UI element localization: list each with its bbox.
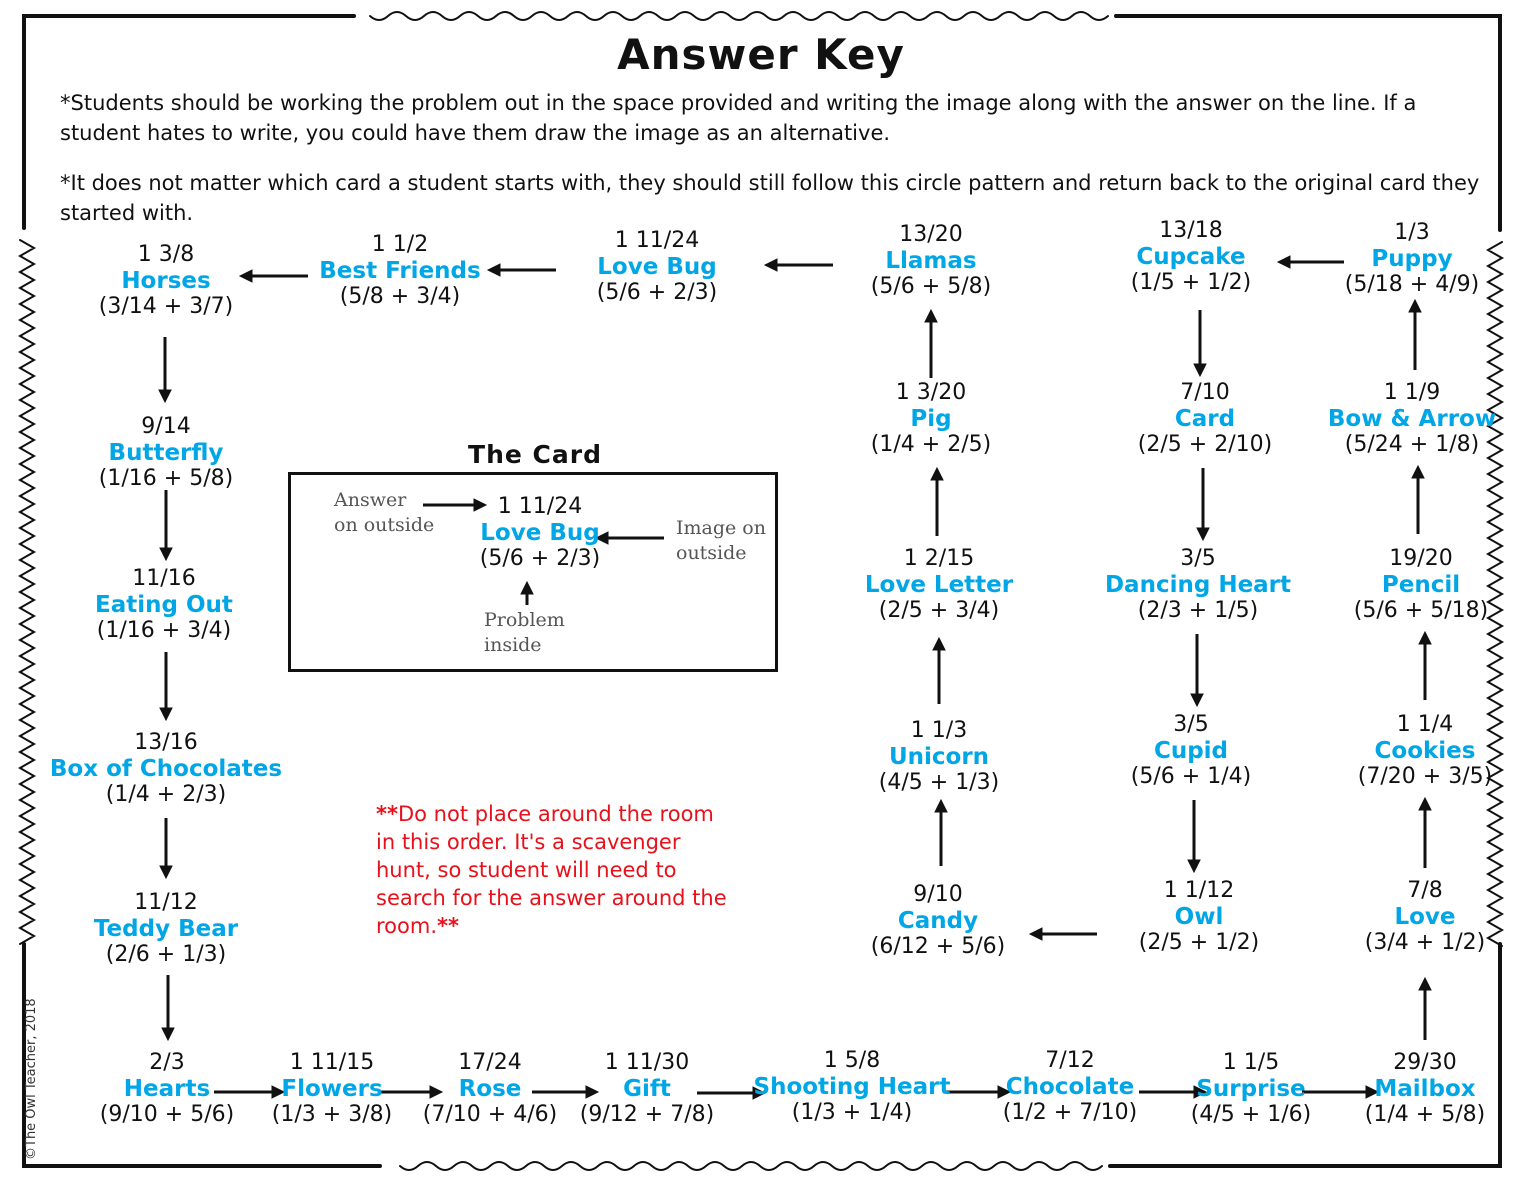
- card-problem: (1/5 + 1/2): [1130, 270, 1252, 295]
- card-problem: (2/5 + 3/4): [878, 598, 1000, 623]
- answer-card: [811, 380, 1051, 458]
- card-problem: (5/6 + 5/8): [870, 274, 992, 299]
- card-problem: (1/16 + 5/8): [98, 466, 234, 491]
- card-answer: 17/24: [458, 1050, 522, 1075]
- card-problem: (1/3 + 1/4): [791, 1100, 913, 1125]
- card-problem: (5/6 + 5/18): [1353, 598, 1489, 623]
- card-image: Love: [1394, 904, 1456, 930]
- arrow-head: [931, 468, 943, 480]
- card-answer: 1 1/2: [371, 232, 429, 257]
- card-answer: 13/16: [134, 730, 198, 755]
- answer-card: [1079, 878, 1319, 956]
- card-answer: 1 11/15: [289, 1050, 375, 1075]
- card-answer: 29/30: [1393, 1050, 1457, 1075]
- answer-card: [44, 566, 284, 644]
- card-image: Pencil: [1381, 572, 1461, 598]
- arrow-head: [160, 708, 172, 720]
- instruction-note-2: *It does not matter which card a student starts with, they should still follow this circle pattern and return back to the original card they started with.: [60, 171, 1480, 225]
- card-answer: 3/5: [1173, 712, 1209, 737]
- answer-card: [1292, 380, 1522, 458]
- answer-card: [527, 1050, 767, 1128]
- arrow-head: [1412, 466, 1424, 478]
- card-problem: (9/10 + 5/6): [99, 1102, 235, 1127]
- answer-card: [819, 546, 1059, 624]
- card-problem: (2/3 + 1/5): [1137, 598, 1259, 623]
- card-answer: 1 11/24: [614, 228, 700, 253]
- card-image: Love Letter: [864, 572, 1014, 598]
- card-problem: (1/4 + 5/8): [1364, 1102, 1486, 1127]
- example-card-title: The Card: [468, 440, 602, 469]
- card-image: Dancing Heart: [1104, 572, 1292, 598]
- card-problem: (2/5 + 2/10): [1137, 432, 1273, 457]
- card-problem: (1/3 + 3/8): [271, 1102, 393, 1127]
- example-problem: (5/6 + 2/3): [479, 546, 601, 571]
- label-image-on-outside: Image on outside: [676, 517, 766, 564]
- card-answer: 7/12: [1045, 1048, 1095, 1073]
- arrow-head: [1419, 632, 1431, 644]
- card-answer: 1 1/12: [1163, 878, 1235, 903]
- card-image: Card: [1174, 406, 1236, 432]
- card-answer: 9/10: [913, 882, 963, 907]
- card-image: Hearts: [123, 1076, 211, 1102]
- example-answer: 1 11/24: [497, 494, 583, 519]
- card-image: Cookies: [1374, 738, 1476, 764]
- answer-card: [1292, 220, 1522, 298]
- answer-card: [46, 890, 286, 968]
- card-answer: 1 3/20: [895, 380, 967, 405]
- card-answer: 13/20: [899, 222, 963, 247]
- card-image: Butterfly: [108, 440, 224, 466]
- answer-card: [1078, 546, 1318, 624]
- warning-note: **Do not place around the room in this order. It's a scavenger hunt, so student will need to search for the answer around the room.**: [376, 802, 727, 938]
- card-image: Owl: [1174, 904, 1224, 930]
- card-answer: 7/8: [1407, 878, 1443, 903]
- card-answer: 1 1/5: [1222, 1050, 1280, 1075]
- arrow-head: [1197, 528, 1209, 540]
- card-image: Bow & Arrow: [1327, 406, 1497, 432]
- card-problem: (2/6 + 1/3): [105, 942, 227, 967]
- arrow-head: [925, 310, 937, 322]
- card-answer: 19/20: [1389, 546, 1453, 571]
- card-answer: 1 1/4: [1396, 712, 1454, 737]
- card-image: Cupcake: [1136, 244, 1246, 270]
- card-image: Mailbox: [1374, 1076, 1476, 1102]
- answer-card: [732, 1048, 972, 1126]
- card-problem: (5/18 + 4/9): [1344, 272, 1480, 297]
- card-image: Unicorn: [888, 744, 990, 770]
- card-problem: (5/8 + 3/4): [339, 284, 461, 309]
- arrow-head: [933, 638, 945, 650]
- arrow-head: [1188, 860, 1200, 872]
- card-answer: 1 11/30: [604, 1050, 690, 1075]
- card-problem: (4/5 + 1/6): [1190, 1102, 1312, 1127]
- card-problem: (7/20 + 3/5): [1357, 764, 1493, 789]
- arrow-head: [1191, 694, 1203, 706]
- copyright: ©The Owl Teacher, 2018: [24, 998, 39, 1160]
- card-answer: 9/14: [141, 414, 191, 439]
- card-image: Box of Chocolates: [49, 756, 283, 782]
- answer-card: [1305, 1050, 1522, 1128]
- card-image: Teddy Bear: [93, 916, 239, 942]
- arrow-head: [160, 866, 172, 878]
- card-image: Chocolate: [1005, 1074, 1135, 1100]
- answer-card: [1071, 712, 1311, 790]
- answer-card: [1085, 380, 1325, 458]
- card-image: Puppy: [1371, 246, 1453, 272]
- card-answer: 13/18: [1159, 218, 1223, 243]
- instruction-note-1: *Students should be working the problem out in the space provided and writing the image along with the answer on the line. If a student hates to write, you could have them draw the image as an alternative.: [60, 91, 1417, 145]
- card-answer: 11/12: [134, 890, 198, 915]
- card-problem: (9/12 + 7/8): [579, 1102, 715, 1127]
- card-image: Love Bug: [597, 254, 717, 280]
- card-answer: 1 2/15: [903, 546, 975, 571]
- label-problem-inside: Problem inside: [484, 609, 565, 656]
- card-answer: 3/5: [1180, 546, 1216, 571]
- arrow-head: [1409, 300, 1421, 312]
- answer-card: [46, 730, 286, 808]
- arrow-head: [1419, 978, 1431, 990]
- card-image: Eating Out: [95, 592, 233, 618]
- card-problem: (1/4 + 2/5): [870, 432, 992, 457]
- answer-card: [537, 228, 777, 306]
- example-card-content: [440, 494, 640, 572]
- answer-card: [1305, 712, 1522, 790]
- card-problem: (1/4 + 2/3): [105, 782, 227, 807]
- card-image: Candy: [897, 908, 979, 934]
- card-answer: 1 1/9: [1383, 380, 1441, 405]
- card-image: Rose: [458, 1076, 522, 1102]
- card-image: Shooting Heart: [753, 1074, 951, 1100]
- card-problem: (2/5 + 1/2): [1138, 930, 1260, 955]
- card-image: Gift: [623, 1076, 671, 1102]
- card-problem: (4/5 + 1/3): [878, 770, 1000, 795]
- card-answer: 1 5/8: [823, 1048, 881, 1073]
- answer-card: [1305, 878, 1522, 956]
- arrow-head: [162, 1028, 174, 1040]
- card-problem: (6/12 + 5/6): [870, 934, 1006, 959]
- card-answer: 1/3: [1394, 220, 1430, 245]
- answer-card: [1301, 546, 1522, 624]
- card-image: Best Friends: [319, 258, 481, 284]
- answer-card: [818, 882, 1058, 960]
- answer-card: [819, 718, 1059, 796]
- card-problem: (5/24 + 1/8): [1344, 432, 1480, 457]
- card-problem: (3/14 + 3/7): [98, 294, 234, 319]
- card-problem: (3/4 + 1/2): [1364, 930, 1486, 955]
- card-answer: 1 3/8: [137, 242, 195, 267]
- example-image: Love Bug: [480, 520, 600, 546]
- answer-card: [46, 414, 286, 492]
- card-image: Pig: [910, 406, 952, 432]
- arrow-head: [159, 390, 171, 402]
- card-problem: (5/6 + 1/4): [1130, 764, 1252, 789]
- arrow-head: [935, 800, 947, 812]
- card-answer: 11/16: [132, 566, 196, 591]
- answer-card: [46, 242, 286, 320]
- card-problem: (1/16 + 3/4): [96, 618, 232, 643]
- answer-card: [811, 222, 1051, 300]
- label-answer-on-outside: Answer on outside: [334, 489, 435, 536]
- card-image: Flowers: [281, 1076, 383, 1102]
- card-answer: 7/10: [1180, 380, 1230, 405]
- card-answer: 1 1/3: [910, 718, 968, 743]
- page-title: Answer Key: [617, 30, 905, 79]
- card-problem: (1/2 + 7/10): [1002, 1100, 1138, 1125]
- arrow-head: [1419, 798, 1431, 810]
- card-image: Llamas: [885, 248, 977, 274]
- answer-card: [280, 232, 520, 310]
- arrow-head: [1194, 364, 1206, 376]
- card-answer: 2/3: [149, 1050, 185, 1075]
- card-problem: (5/6 + 2/3): [596, 280, 718, 305]
- arrow-head: [160, 548, 172, 560]
- card-image: Cupid: [1153, 738, 1229, 764]
- card-image: Horses: [121, 268, 211, 294]
- card-problem: (7/10 + 4/6): [422, 1102, 558, 1127]
- answer-card: [1071, 218, 1311, 296]
- card-image: Surprise: [1196, 1076, 1306, 1102]
